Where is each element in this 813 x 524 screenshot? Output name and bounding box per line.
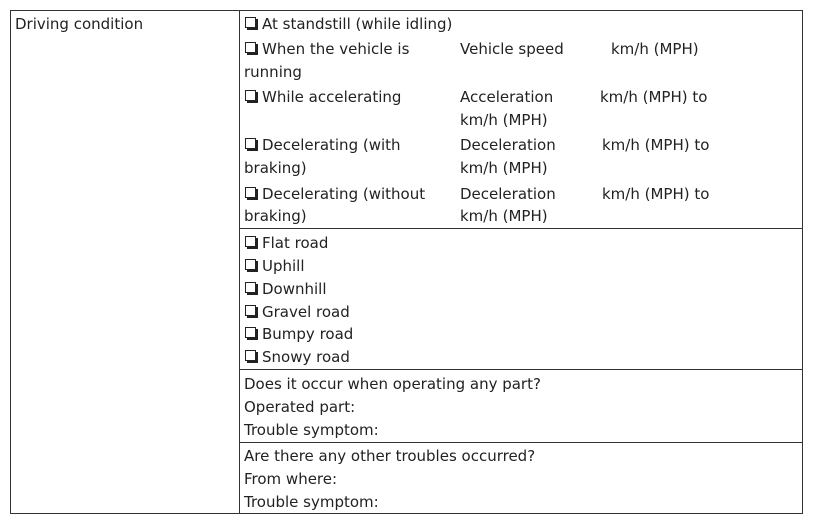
road-text: Downhill <box>262 280 327 298</box>
deceleration-unit: km/h (MPH) to <box>602 136 710 154</box>
trouble-symptom-field[interactable]: Trouble symptom: <box>244 421 379 439</box>
accelerating-option[interactable] <box>244 88 401 106</box>
road-option-bumpy[interactable] <box>244 325 353 343</box>
decel-braking-option[interactable] <box>244 136 401 154</box>
column-divider <box>239 11 240 513</box>
row-divider-1 <box>240 228 802 229</box>
road-option-snowy[interactable] <box>244 348 350 366</box>
deceleration-unit-cont: km/h (MPH) <box>460 159 548 177</box>
decel-nobraking-option[interactable] <box>244 185 425 203</box>
checkbox-icon[interactable] <box>245 236 256 247</box>
idling-option[interactable] <box>244 15 452 33</box>
checkbox-icon[interactable] <box>245 187 256 198</box>
running-text: When the vehicle is <box>262 40 410 58</box>
decel-braking-text-cont: braking) <box>244 159 307 177</box>
deceleration-label: Deceleration <box>460 136 556 154</box>
road-text: Flat road <box>262 234 329 252</box>
checkbox-icon[interactable] <box>245 327 256 338</box>
driving-condition-table <box>10 10 803 514</box>
running-text-cont: running <box>244 63 302 81</box>
acceleration-label: Acceleration <box>460 88 554 106</box>
trouble-symptom-field-2[interactable]: Trouble symptom: <box>244 493 379 511</box>
road-text: Gravel road <box>262 303 350 321</box>
road-option-gravel[interactable] <box>244 303 350 321</box>
row-divider-2 <box>240 369 802 370</box>
driving-condition-label: Driving condition <box>15 15 144 33</box>
checkbox-icon[interactable] <box>245 42 256 53</box>
road-option-flat[interactable] <box>244 234 328 252</box>
accelerating-text: While accelerating <box>262 88 402 106</box>
checkbox-icon[interactable] <box>245 350 256 361</box>
running-option[interactable] <box>244 40 409 58</box>
idling-text: At standstill (while idling) <box>262 15 453 33</box>
checkbox-icon[interactable] <box>245 282 256 293</box>
checkbox-icon[interactable] <box>245 17 256 28</box>
decel-braking-text: Decelerating (with <box>262 136 401 154</box>
deceleration-unit: km/h (MPH) to <box>602 185 710 203</box>
road-text: Uphill <box>262 257 305 275</box>
road-text: Bumpy road <box>262 325 354 343</box>
decel-nobraking-text: Decelerating (without <box>262 185 426 203</box>
checkbox-icon[interactable] <box>245 259 256 270</box>
checkbox-icon[interactable] <box>245 305 256 316</box>
operated-part-field[interactable]: Operated part: <box>244 398 356 416</box>
road-text: Snowy road <box>262 348 350 366</box>
row-divider-3 <box>240 442 802 443</box>
checkbox-icon[interactable] <box>245 90 256 101</box>
checkbox-icon[interactable] <box>245 138 256 149</box>
other-troubles-question: Are there any other troubles occurred? <box>244 447 536 465</box>
decel-nobraking-text-cont: braking) <box>244 207 307 225</box>
deceleration-label: Deceleration <box>460 185 556 203</box>
acceleration-unit-cont: km/h (MPH) <box>460 111 548 129</box>
road-option-downhill[interactable] <box>244 280 327 298</box>
road-option-uphill[interactable] <box>244 257 305 275</box>
deceleration-unit-cont: km/h (MPH) <box>460 207 548 225</box>
vehicle-speed-unit: km/h (MPH) <box>611 40 699 58</box>
from-where-field[interactable]: From where: <box>244 470 338 488</box>
vehicle-speed-label: Vehicle speed <box>460 40 564 58</box>
operating-part-question: Does it occur when operating any part? <box>244 375 541 393</box>
acceleration-unit: km/h (MPH) to <box>600 88 708 106</box>
